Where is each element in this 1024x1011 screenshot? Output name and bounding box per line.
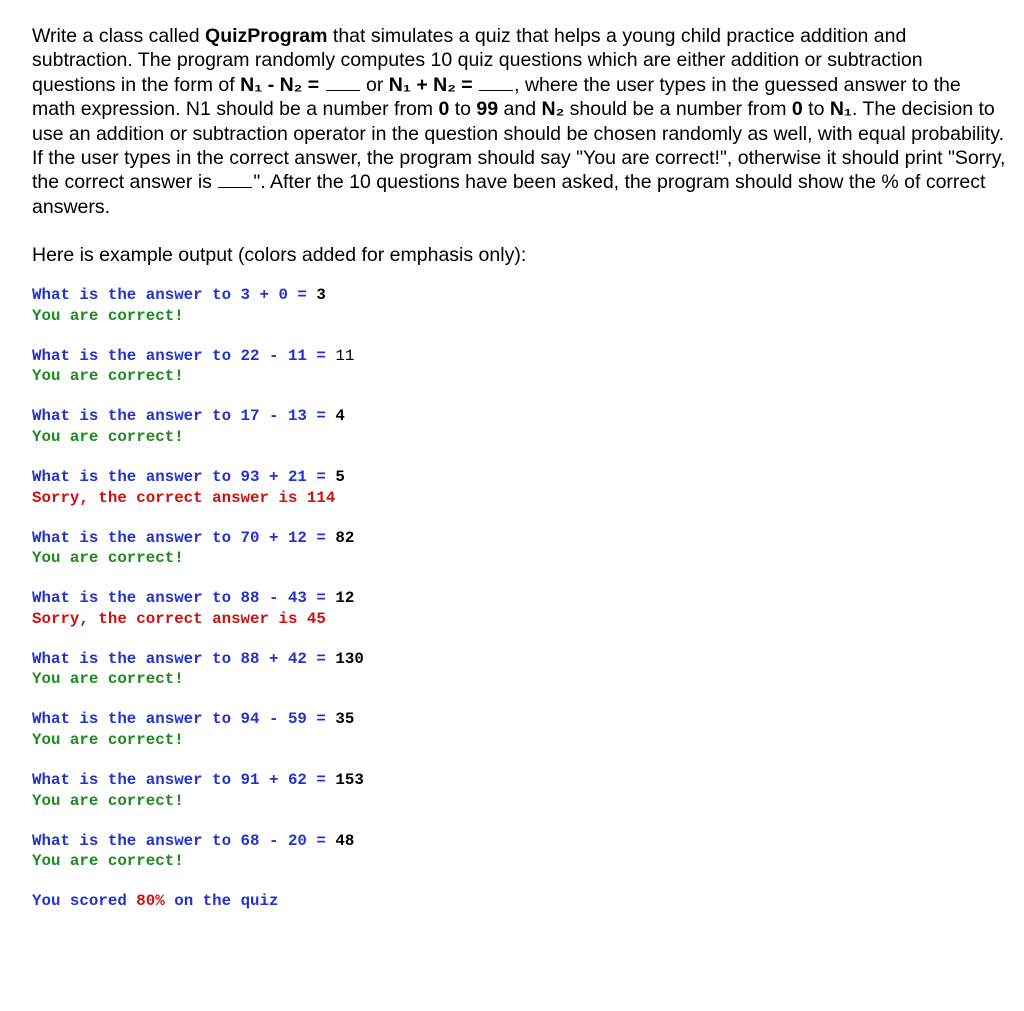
assignment-prompt	[32, 24, 1007, 219]
prompt-text: to	[802, 98, 830, 121]
user-answer: 12	[335, 589, 355, 608]
incorrect-feedback: Sorry, the correct answer is 45	[32, 609, 326, 628]
quiz-question-line	[32, 588, 1007, 609]
question-text: What is the answer to 91 + 62 =	[32, 771, 336, 789]
user-answer: 82	[335, 528, 355, 547]
quiz-question-line	[32, 467, 1007, 488]
prompt-text: should be a number from	[564, 98, 792, 121]
correct-feedback: You are correct!	[32, 427, 184, 446]
range-max: 99	[476, 98, 499, 121]
quiz-question-line	[32, 770, 1007, 791]
incorrect-feedback: Sorry, the correct answer is 114	[32, 488, 336, 507]
quiz-question-line	[32, 528, 1007, 549]
quiz-exchange	[32, 649, 1007, 710]
range-min: 0	[791, 98, 803, 121]
correct-feedback: You are correct!	[32, 306, 184, 325]
question-text: What is the answer to 22 - 11 =	[32, 346, 336, 365]
question-text: What is the answer to 88 - 43 =	[32, 589, 336, 608]
n2-symbol: N₂	[541, 98, 565, 121]
prompt-text: ". After the 10 questions have been asked, the program should show the % of correct answers.	[32, 171, 986, 218]
prompt-text: and	[498, 98, 542, 121]
question-text: What is the answer to 70 + 12 =	[32, 528, 336, 547]
answer-blank	[326, 75, 360, 91]
quiz-question-line	[32, 406, 1007, 427]
answer-blank	[479, 75, 513, 91]
example-intro: Here is example output (colors added for emphasis only):	[32, 244, 527, 267]
quiz-exchange	[32, 709, 1007, 770]
user-answer: 11	[335, 346, 355, 365]
user-answer: 3	[316, 286, 326, 305]
user-answer: 48	[335, 831, 355, 850]
prompt-text: , where the user types in the guessed answer to the math expression. N1 should be a number from	[32, 73, 961, 121]
class-name: QuizProgram	[205, 25, 328, 47]
quiz-question-line	[32, 346, 1007, 367]
quiz-exchange	[32, 588, 1007, 649]
question-text: What is the answer to 94 - 59 =	[32, 710, 336, 729]
range-min: 0	[438, 98, 450, 121]
correct-feedback: You are correct!	[32, 852, 184, 871]
quiz-exchange	[32, 770, 1007, 831]
quiz-exchange	[32, 285, 1007, 346]
correct-feedback: You are correct!	[32, 549, 184, 568]
quiz-exchange	[32, 406, 1007, 467]
user-answer: 35	[335, 710, 355, 729]
quiz-exchange	[32, 467, 1007, 528]
correct-feedback: You are correct!	[32, 791, 184, 810]
correct-feedback: You are correct!	[32, 367, 184, 386]
prompt-text: to	[449, 98, 477, 121]
score-prefix: You scored	[32, 892, 137, 911]
score-line	[32, 891, 1007, 912]
subtraction-form: N₁ - N₂ =	[240, 73, 320, 96]
user-answer: 153	[335, 771, 364, 789]
question-text: What is the answer to 93 + 21 =	[32, 468, 336, 487]
prompt-text: that simulates a quiz that helps a young child practice addition and subtraction. The program randomly computes 10 quiz questions which are either addition or subtraction questions in the form of	[32, 25, 923, 96]
question-text: What is the answer to 17 - 13 =	[32, 407, 336, 426]
prompt-text: Write a class called	[32, 25, 206, 47]
addition-form: N₁ + N₂ =	[388, 73, 473, 96]
document-page	[32, 24, 1007, 912]
example-output	[32, 285, 1007, 911]
quiz-exchange	[32, 346, 1007, 407]
user-answer: 130	[335, 649, 364, 668]
correct-feedback: You are correct!	[32, 670, 184, 689]
correct-feedback: You are correct!	[32, 730, 184, 749]
quiz-question-line	[32, 285, 1007, 306]
answer-blank	[218, 172, 252, 188]
question-text: What is the answer to 3 + 0 =	[32, 286, 317, 305]
quiz-exchange	[32, 831, 1007, 892]
question-text: What is the answer to 68 - 20 =	[32, 831, 336, 850]
question-text: What is the answer to 88 + 42 =	[32, 649, 336, 668]
quiz-question-line	[32, 709, 1007, 730]
quiz-question-line	[32, 649, 1007, 670]
n1-symbol: N₁	[829, 98, 852, 121]
user-answer: 5	[335, 468, 345, 487]
prompt-text: . The decision to use an addition or subtraction operator in the question should be chosen randomly as well, with equal probability. If the user types in the correct answer, the program should say "You are correct!", otherwise it should print "Sorry, the correct answer is	[32, 98, 1006, 194]
quiz-exchange	[32, 528, 1007, 589]
score-percentage: 80%	[136, 892, 165, 911]
prompt-text: or	[360, 73, 389, 96]
score-suffix: on the quiz	[164, 892, 279, 911]
quiz-question-line	[32, 831, 1007, 852]
user-answer: 4	[335, 407, 345, 426]
